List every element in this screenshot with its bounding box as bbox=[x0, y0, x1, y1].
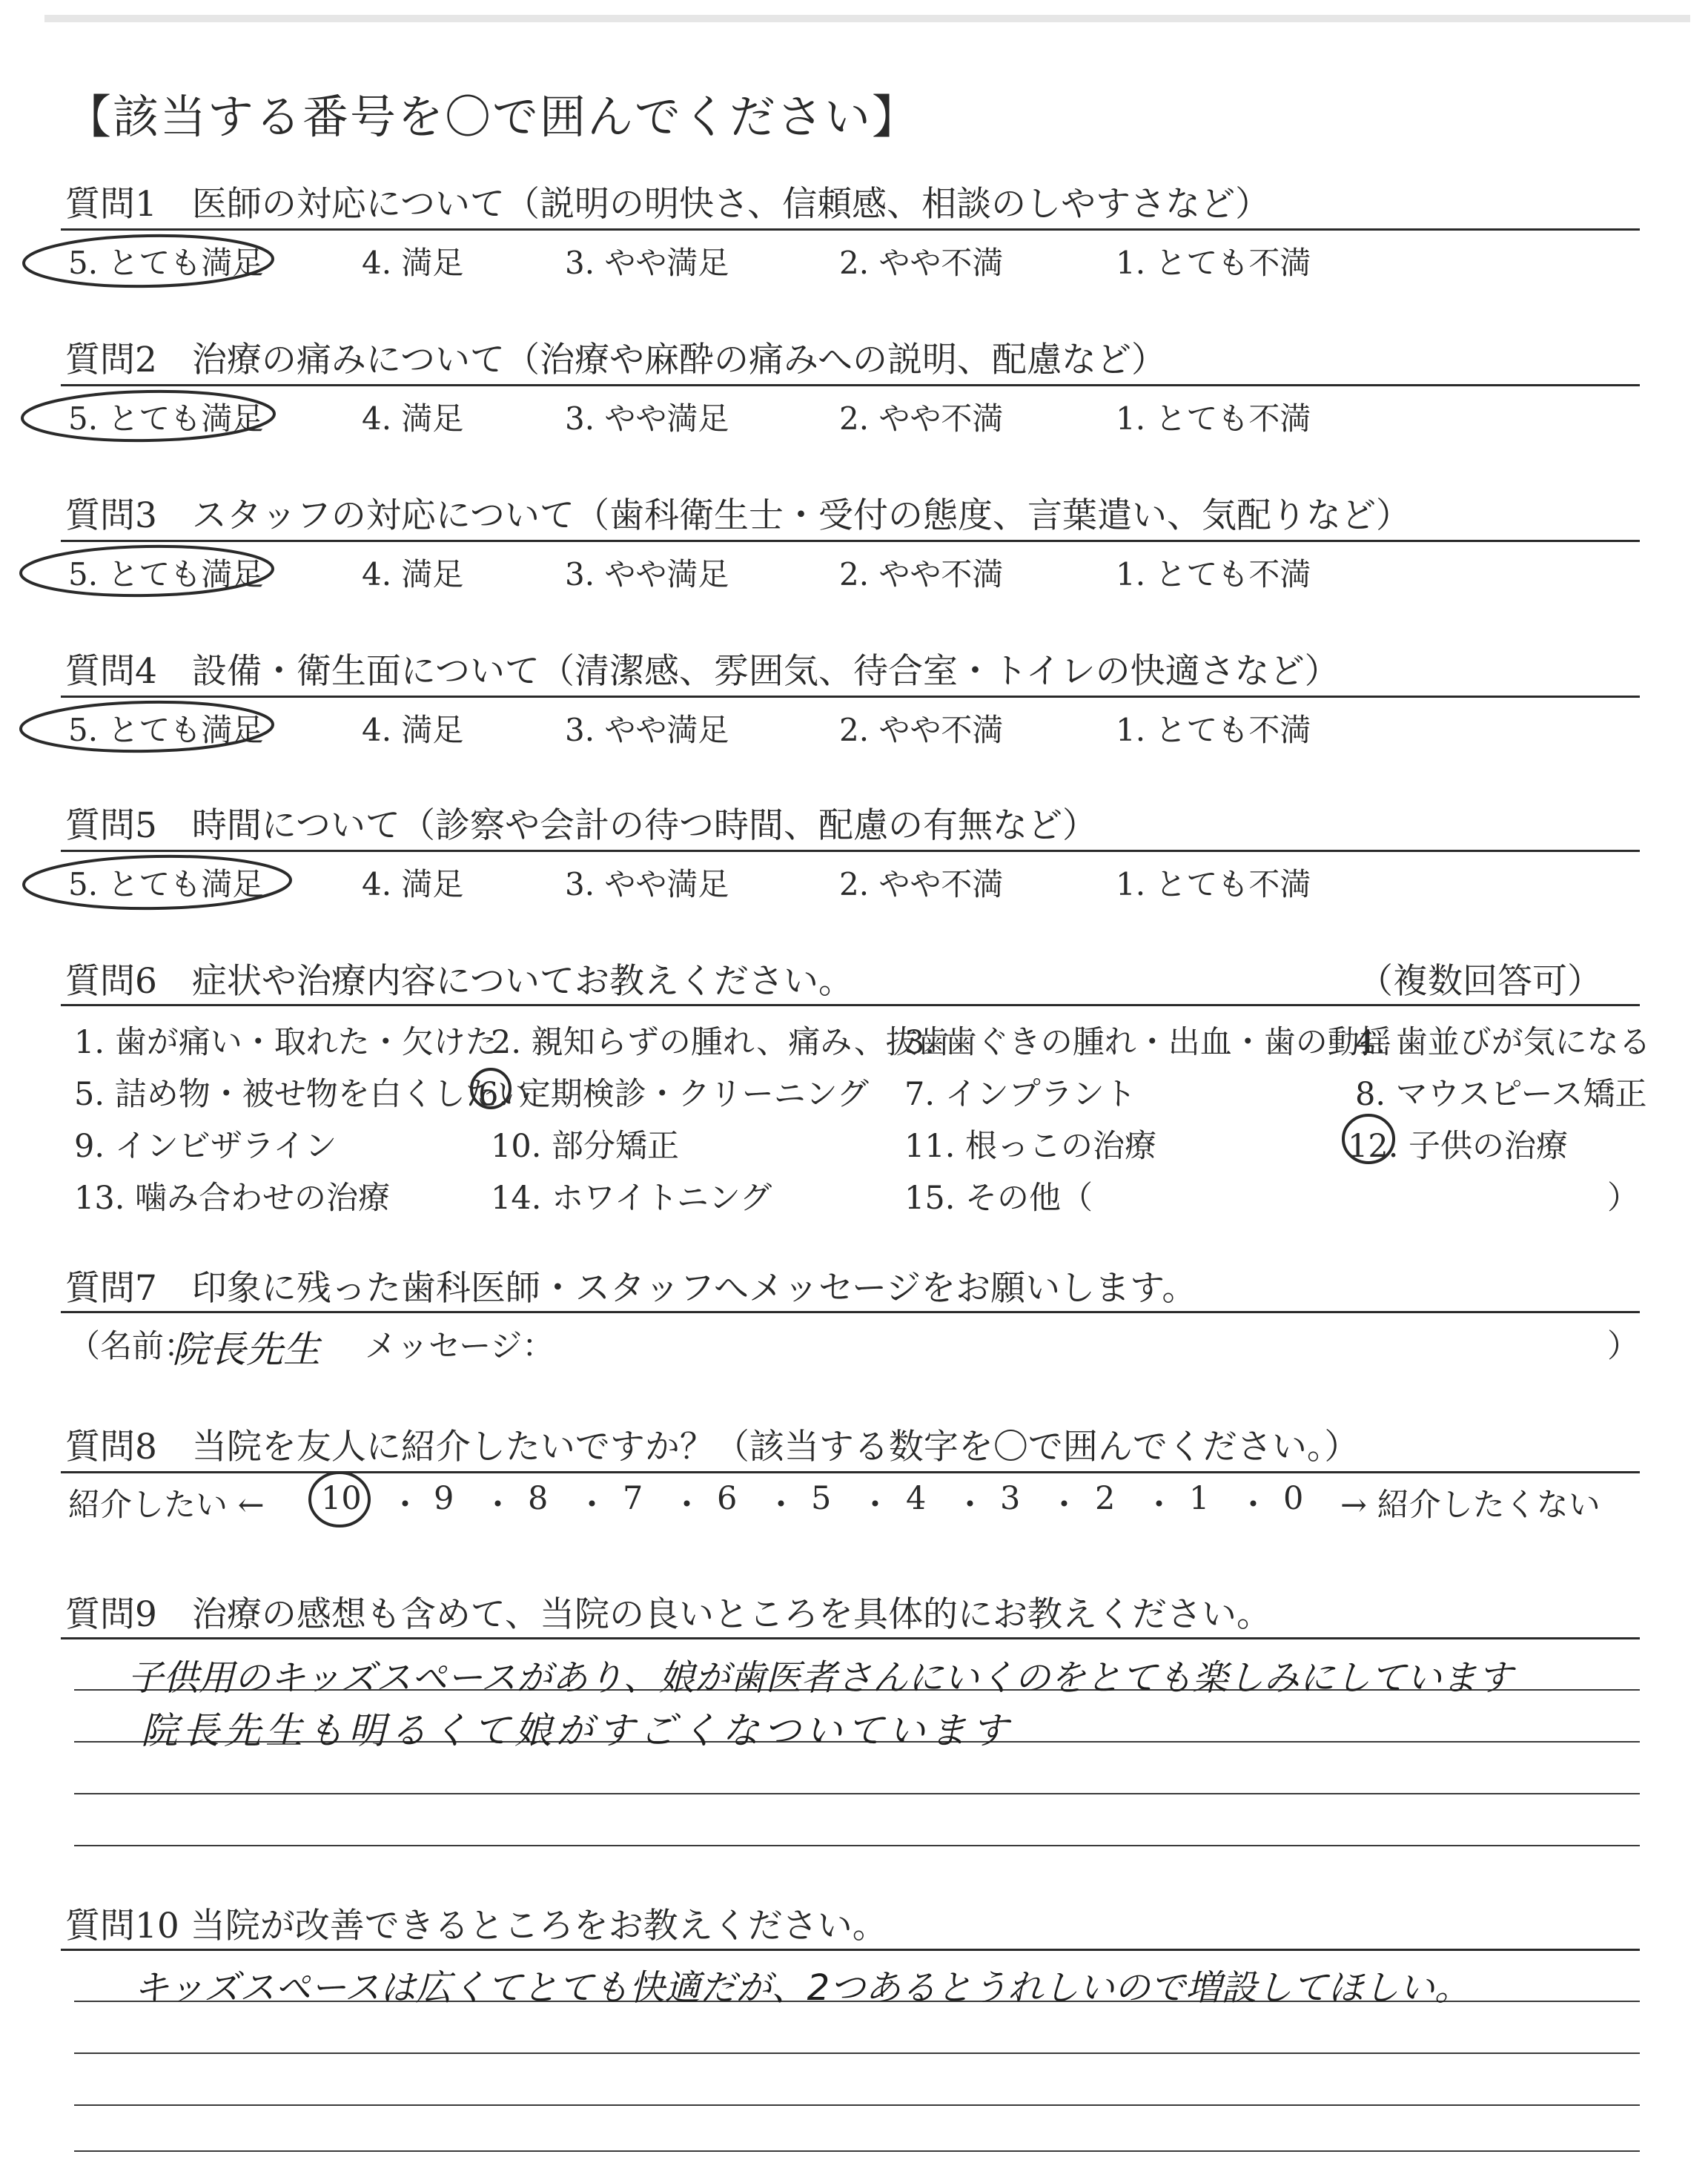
q1-option-1[interactable]: 1. とても不満 bbox=[1116, 245, 1311, 281]
q1-option-5[interactable]: 5. とても満足 bbox=[68, 245, 264, 281]
q8-separator: ・ bbox=[671, 1487, 703, 1524]
q6-item-3[interactable]: 3. 歯ぐきの腫れ・出血・歯の動揺 bbox=[904, 1024, 1391, 1061]
q7-close-paren: ） bbox=[1607, 1328, 1639, 1365]
q6-item-12[interactable]: 12. 子供の治療 bbox=[1348, 1128, 1569, 1165]
q6-item-10[interactable]: 10. 部分矯正 bbox=[491, 1128, 680, 1165]
q6-item-14[interactable]: 14. ホワイトニング bbox=[491, 1180, 772, 1217]
q6-item-15-close: ） bbox=[1607, 1180, 1639, 1217]
question-8-text: 質問8 当院を友人に紹介したいですか？（該当する数字を〇で囲んでください。） bbox=[65, 1427, 1360, 1467]
q5-option-5[interactable]: 5. とても満足 bbox=[68, 866, 264, 902]
q6-item-8[interactable]: 8. マウスピース矯正 bbox=[1355, 1076, 1647, 1113]
q8-score-1[interactable]: 1 bbox=[1189, 1480, 1210, 1517]
q6-item-15[interactable]: 15. その他（ bbox=[904, 1180, 1093, 1217]
page-heading: 【該当する番号を〇で囲んでください】 bbox=[65, 90, 920, 144]
q6-item-6[interactable]: 6. 定期検診・クリーニング bbox=[478, 1076, 869, 1113]
q8-separator: ・ bbox=[1143, 1487, 1175, 1524]
q6-item-11[interactable]: 11. 根っこの治療 bbox=[904, 1128, 1157, 1165]
q6-item-2[interactable]: 2. 親知らずの腫れ、痛み、抜歯 bbox=[491, 1024, 950, 1061]
q8-score-2[interactable]: 2 bbox=[1095, 1480, 1116, 1517]
q6-item-6-selection-circle bbox=[471, 1069, 510, 1108]
question-10-text: 質問10 当院が改善できるところをお教えください。 bbox=[65, 1906, 887, 1946]
q5-option-3[interactable]: 3. やや満足 bbox=[565, 866, 729, 902]
q8-score-6[interactable]: 6 bbox=[717, 1480, 738, 1517]
q6-item-4[interactable]: 4. 歯並びが気になる bbox=[1355, 1024, 1651, 1061]
q2-option-5[interactable]: 5. とても満足 bbox=[68, 400, 264, 437]
q8-score-10-selection-circle bbox=[310, 1473, 369, 1526]
q4-option-5[interactable]: 5. とても満足 bbox=[68, 712, 264, 748]
q3-option-4[interactable]: 4. 満足 bbox=[362, 556, 464, 592]
question-3-text: 質問3 スタッフの対応について（歯科衛生士・受付の態度、言葉遣い、気配りなど） bbox=[65, 495, 1411, 536]
q8-score-10[interactable]: 10 bbox=[321, 1480, 362, 1517]
q8-separator: ・ bbox=[954, 1487, 986, 1524]
q8-separator: ・ bbox=[389, 1487, 421, 1524]
q7-message-label: メッセージ： bbox=[365, 1328, 555, 1365]
q8-score-3[interactable]: 3 bbox=[1000, 1480, 1021, 1517]
q7-name-value[interactable]: 院長先生 bbox=[172, 1328, 320, 1371]
q3-selection-circle bbox=[20, 544, 273, 598]
q5-option-4[interactable]: 4. 満足 bbox=[362, 866, 464, 902]
q9-answer-line-1[interactable]: 子供用のキッズスペースがあり、娘が歯医者さんにいくのをとても楽しみにしています bbox=[128, 1657, 1513, 1699]
q8-left-label: 紹介したい ← bbox=[68, 1487, 265, 1524]
question-6-note: （複数回答可） bbox=[1358, 961, 1602, 1002]
q6-item-1[interactable]: 1. 歯が痛い・取れた・欠けた bbox=[74, 1024, 497, 1061]
q4-option-3[interactable]: 3. やや満足 bbox=[565, 712, 729, 748]
q3-option-2[interactable]: 2. やや不満 bbox=[839, 556, 1004, 592]
q8-score-4[interactable]: 4 bbox=[906, 1480, 927, 1517]
q1-option-4[interactable]: 4. 満足 bbox=[362, 245, 464, 281]
q5-selection-circle bbox=[23, 854, 291, 911]
question-2-text: 質問2 治療の痛みについて（治療や麻酔の痛みへの説明、配慮など） bbox=[65, 340, 1167, 380]
question-4-text: 質問4 設備・衛生面について（清潔感、雰囲気、待合室・トイレの快適さなど） bbox=[65, 651, 1340, 692]
q4-option-1[interactable]: 1. とても不満 bbox=[1116, 712, 1311, 748]
question-9-text: 質問9 治療の感想も含めて、当院の良いところを具体的にお教えください。 bbox=[65, 1594, 1271, 1635]
q8-separator: ・ bbox=[1048, 1487, 1080, 1524]
q1-option-2[interactable]: 2. やや不満 bbox=[839, 245, 1004, 281]
question-1-text: 質問1 医師の対応について（説明の明快さ、信頼感、相談のしやすさなど） bbox=[65, 184, 1271, 225]
q2-selection-circle bbox=[21, 389, 274, 443]
q8-separator: ・ bbox=[482, 1487, 514, 1524]
q3-option-1[interactable]: 1. とても不満 bbox=[1116, 556, 1311, 592]
q2-option-3[interactable]: 3. やや満足 bbox=[565, 400, 729, 437]
q4-option-4[interactable]: 4. 満足 bbox=[362, 712, 464, 748]
q4-option-2[interactable]: 2. やや不満 bbox=[839, 712, 1004, 748]
question-7-text: 質問7 印象に残った歯科医師・スタッフへメッセージをお願いします。 bbox=[65, 1268, 1197, 1309]
q2-option-4[interactable]: 4. 満足 bbox=[362, 400, 464, 437]
q3-option-5[interactable]: 5. とても満足 bbox=[68, 556, 264, 592]
q4-selection-circle bbox=[20, 700, 273, 753]
q6-item-7[interactable]: 7. インプラント bbox=[904, 1076, 1136, 1113]
q9-answer-line-2[interactable]: 院長先生も明るくて娘がすごくなついています bbox=[141, 1709, 1013, 1752]
q2-option-2[interactable]: 2. やや不満 bbox=[839, 400, 1004, 437]
q8-right-label: → 紹介したくない bbox=[1340, 1487, 1601, 1524]
q6-item-5[interactable]: 5. 詰め物・被せ物を白くしたい bbox=[74, 1076, 529, 1113]
question-6-text: 質問6 症状や治療内容についてお教えください。 bbox=[65, 961, 853, 1002]
q1-selection-circle bbox=[23, 234, 273, 288]
q8-score-5[interactable]: 5 bbox=[811, 1480, 832, 1517]
q8-score-7[interactable]: 7 bbox=[623, 1480, 643, 1517]
q8-score-8[interactable]: 8 bbox=[528, 1480, 549, 1517]
q8-separator: ・ bbox=[576, 1487, 608, 1524]
q10-answer-line-1[interactable]: キッズスペースは広くてとても快適だが、2つあるとうれしいので増設してほしい。 bbox=[133, 1967, 1471, 2009]
q1-option-3[interactable]: 3. やや満足 bbox=[565, 245, 729, 281]
q5-option-2[interactable]: 2. やや不満 bbox=[839, 866, 1004, 902]
q3-option-3[interactable]: 3. やや満足 bbox=[565, 556, 729, 592]
q7-name-label: （名前： bbox=[68, 1328, 196, 1365]
q8-separator: ・ bbox=[859, 1487, 891, 1524]
q8-separator: ・ bbox=[1237, 1487, 1269, 1524]
q6-item-12-selection-circle bbox=[1343, 1115, 1394, 1163]
q6-item-9[interactable]: 9. インビザライン bbox=[74, 1128, 337, 1165]
q6-item-13[interactable]: 13. 噛み合わせの治療 bbox=[74, 1180, 391, 1217]
q2-option-1[interactable]: 1. とても不満 bbox=[1116, 400, 1311, 437]
q8-score-9[interactable]: 9 bbox=[434, 1480, 454, 1517]
q8-score-0[interactable]: 0 bbox=[1283, 1480, 1304, 1517]
q8-separator: ・ bbox=[765, 1487, 797, 1524]
q5-option-1[interactable]: 1. とても不満 bbox=[1116, 866, 1311, 902]
question-5-text: 質問5 時間について（診察や会計の待つ時間、配慮の有無など） bbox=[65, 805, 1097, 846]
